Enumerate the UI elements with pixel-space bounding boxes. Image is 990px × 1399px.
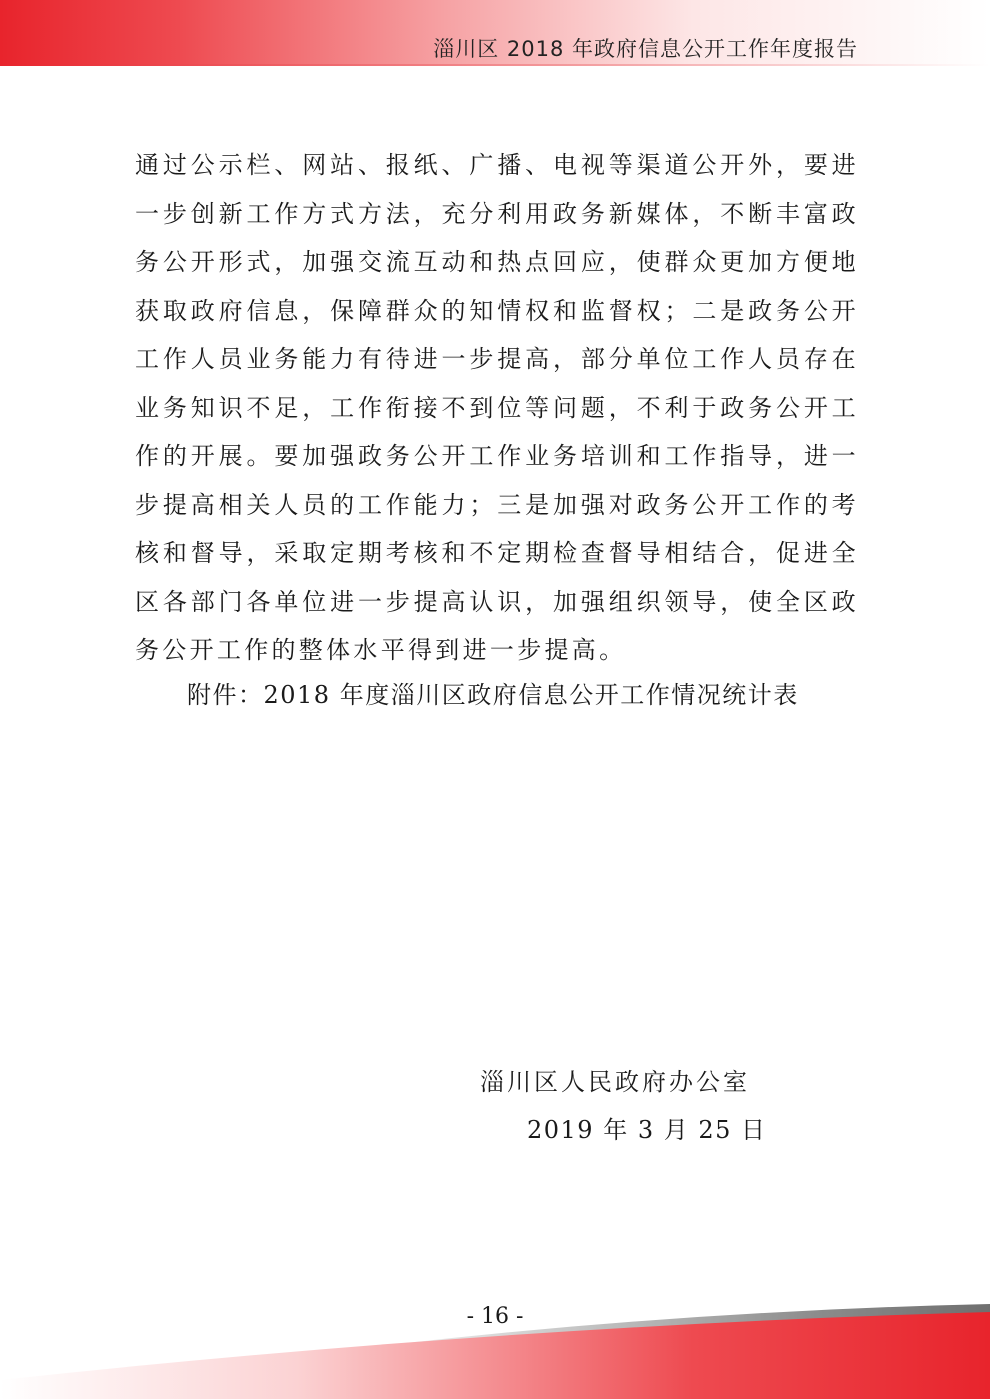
attachment-note: 附件：2018 年度淄川区政府信息公开工作情况统计表 bbox=[187, 681, 799, 709]
report-header-title: 淄川区 2018 年政府信息公开工作年度报告 bbox=[433, 37, 858, 61]
page-number: - 16 - bbox=[466, 1304, 524, 1329]
signature-date: 2019 年 3 月 25 日 bbox=[527, 1116, 767, 1144]
body-paragraph: 通过公示栏、网站、报纸、广播、电视等渠道公开外，要进一步创新工作方式方法，充分利用政务新媒体，不断丰富政务公开形式，加强交流互动和热点回应，使群众更加方便地获取政府信息，保障群众的知情权和监督权；二是政务公开工作人员业务能力有待进一步提高，部分单位工作人员存在业务知识不足，工作衔接不到位等问题，不利于政务公开工作的开展。要加强政务公开工作业务培训和工作指导，进一步提高相关人员的工作能力；三是加强对政务公开工作的考核和督导，采取定期考核和不定期检查督导相结合，促进全区各部门各单位进一步提高认识，加强组织领导，使全区政务公开工作的整体水平得到进一步提高。 bbox=[135, 151, 859, 664]
header-rule bbox=[0, 64, 990, 66]
signature-office: 淄川区人民政府办公室 bbox=[480, 1068, 750, 1096]
